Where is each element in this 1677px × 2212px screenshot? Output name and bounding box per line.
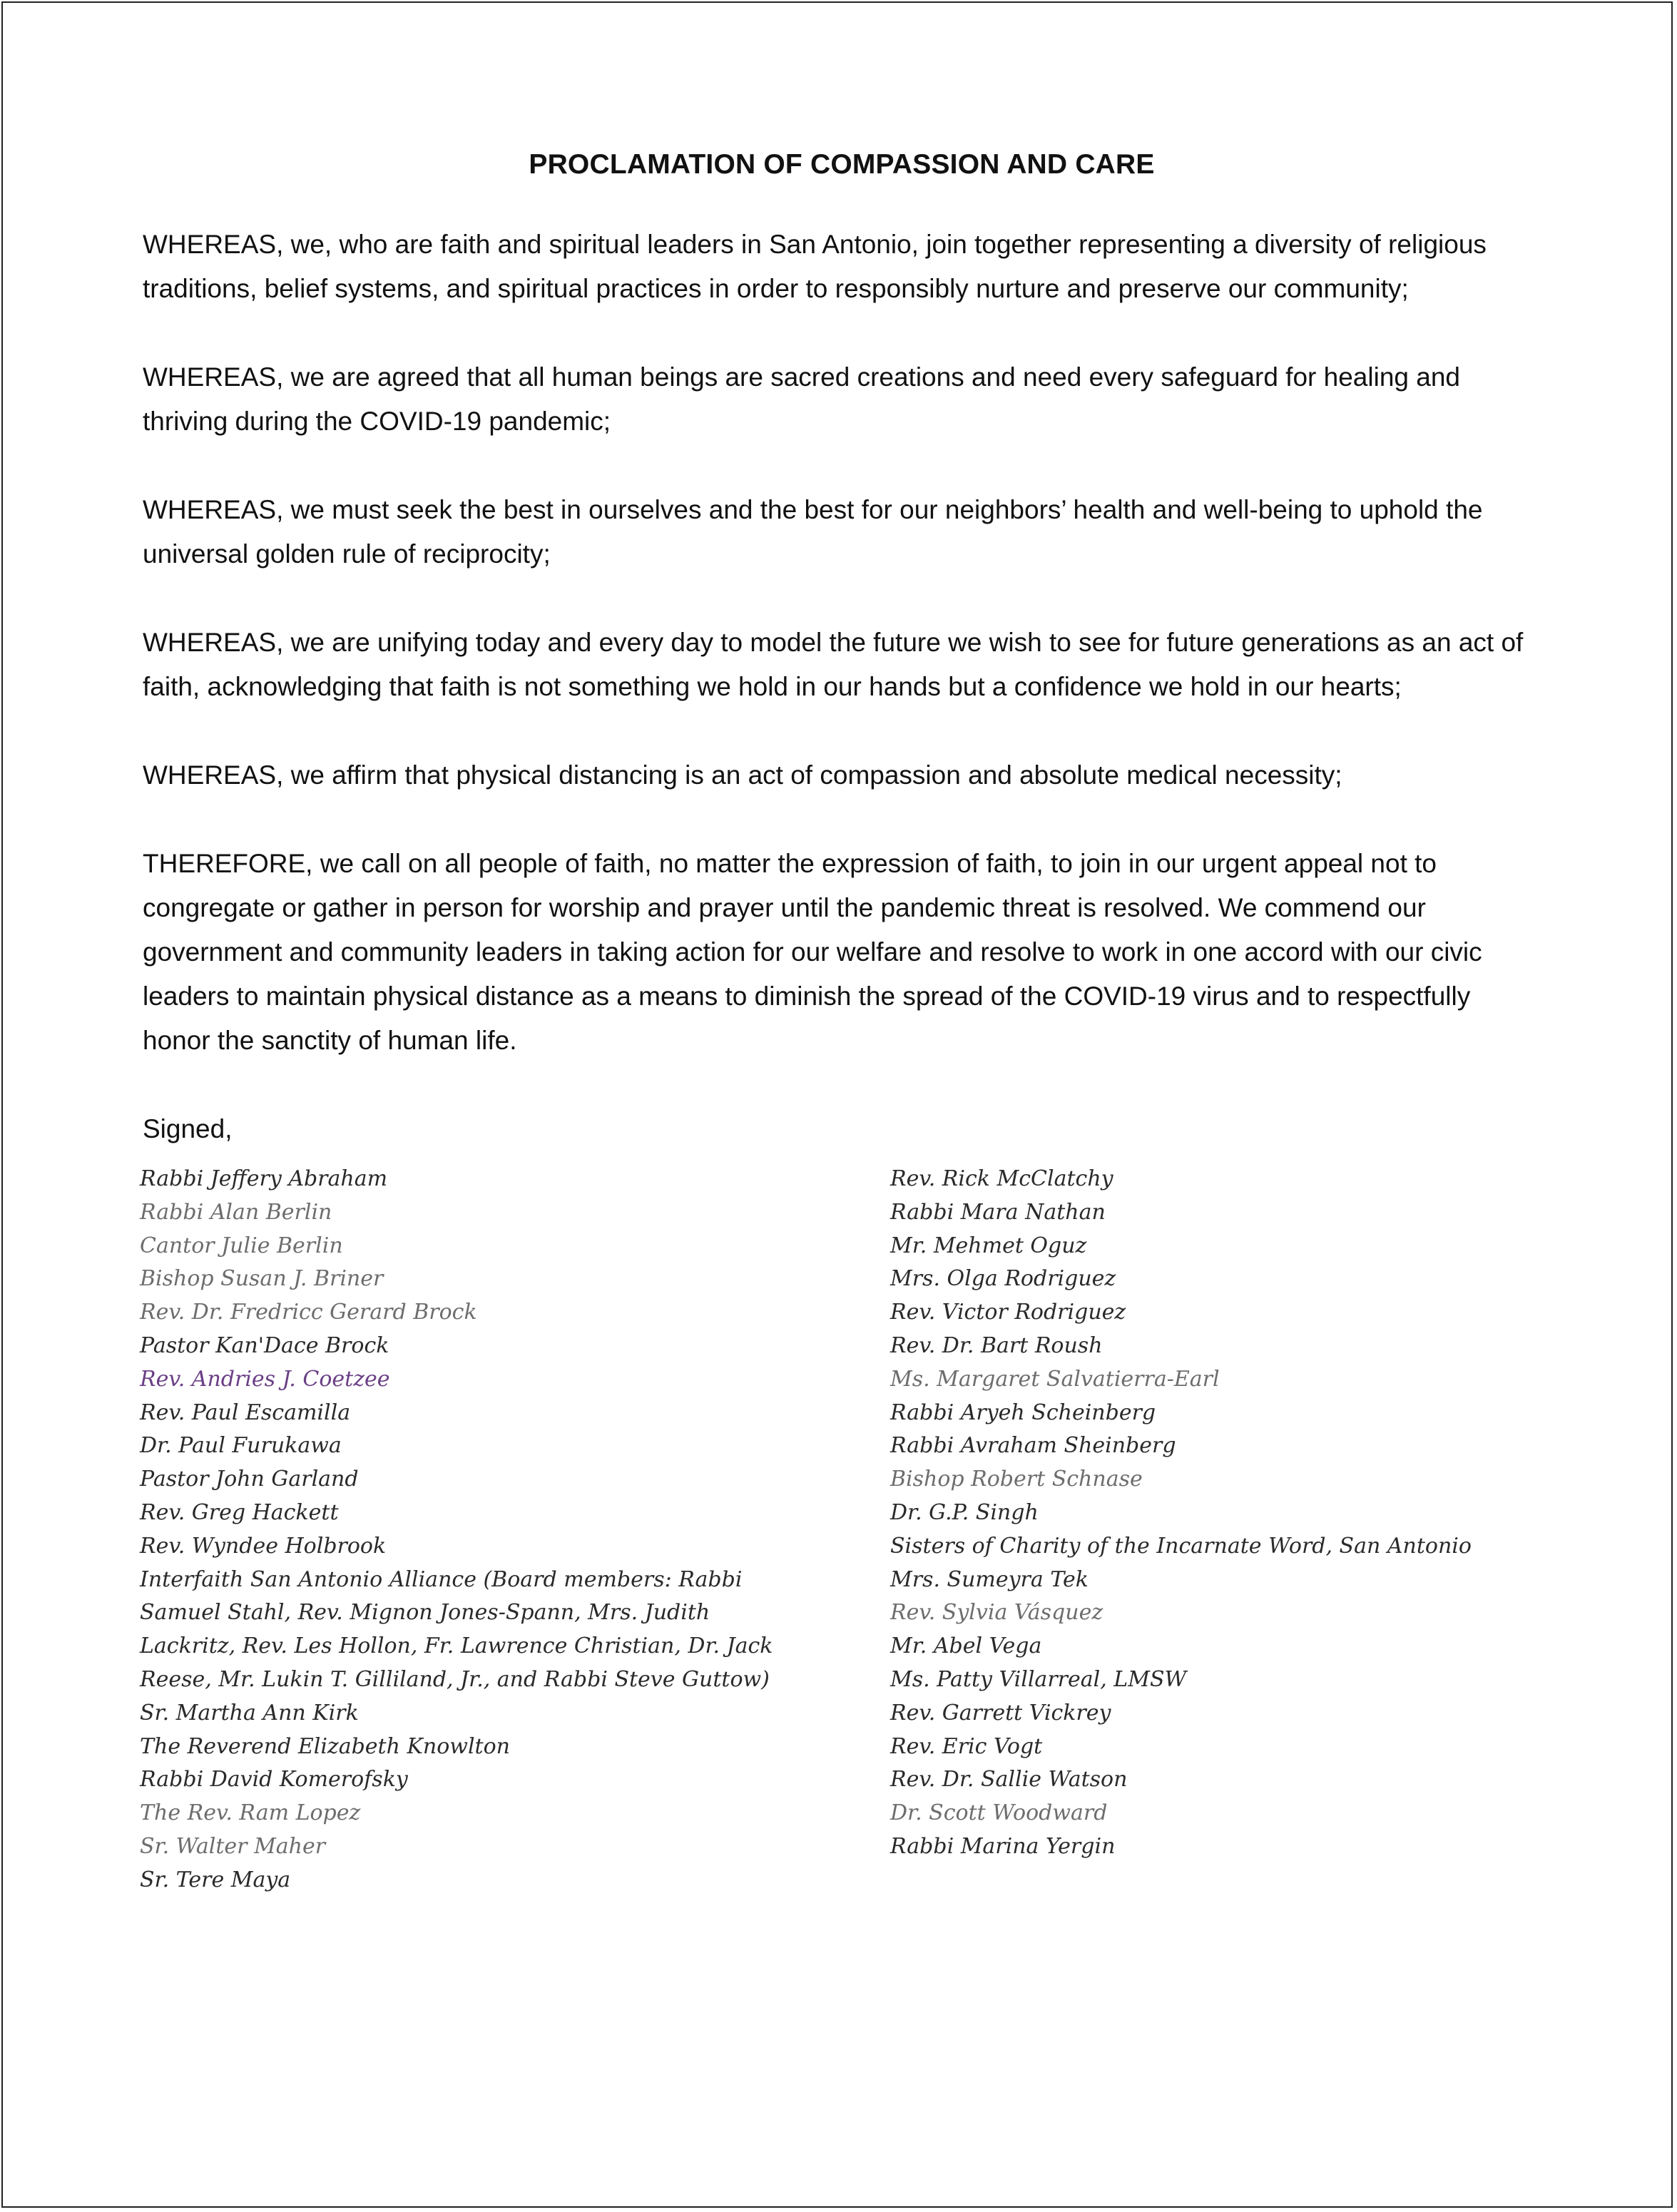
signatory: Sisters of Charity of the Incarnate Word, San Antonio xyxy=(890,1533,1472,1559)
signatory: Pastor John Garland xyxy=(140,1467,359,1492)
signatory: Pastor Kan'Dace Brock xyxy=(140,1332,389,1358)
signatory: Dr. G.P. Singh xyxy=(890,1499,1039,1525)
signatory: Bishop Susan J. Briner xyxy=(140,1266,384,1292)
signatory: Rev. Garrett Vickrey xyxy=(890,1700,1111,1726)
signatory: Ms. Margaret Salvatierra-Earl xyxy=(890,1366,1220,1392)
signatory: The Rev. Ram Lopez xyxy=(140,1800,361,1826)
whereas-paragraph-3: WHEREAS, we must seek the best in ourselves and the best for our neighbors’ health and well-being to uphold the universal golden rule of reciprocity; xyxy=(143,495,1483,569)
therefore-paragraph: THEREFORE, we call on all people of faith, no matter the expression of faith, to join in our urgent appeal not to congregate or gather in person for worship and prayer until the pandemic threat is resolved. We commend our government and community leaders in taking action for our welfare and resolve to work in one accord with our civic leaders to maintain physical distance as a means to diminish the spread of the COVID-19 virus and to respectfully honor the sanctity of human life. xyxy=(143,849,1482,1055)
signed-label: Signed, xyxy=(143,1114,233,1143)
signatory: Rev. Rick McClatchy xyxy=(890,1166,1113,1191)
signatory: Rabbi Aryeh Scheinberg xyxy=(890,1400,1156,1425)
signatory: Rev. Greg Hackett xyxy=(140,1499,339,1525)
whereas-paragraph-5: WHEREAS, we affirm that physical distancing is an act of compassion and absolute medical necessity; xyxy=(143,760,1342,790)
signatory: Dr. Scott Woodward xyxy=(890,1800,1108,1826)
signatory: Rabbi David Komerofsky xyxy=(140,1767,408,1793)
whereas-paragraph-2: WHEREAS, we are agreed that all human beings are sacred creations and need every safeguard for healing and thriving during the COVID-19 pandemic; xyxy=(143,362,1460,436)
signatory: Rev. Eric Vogt xyxy=(890,1733,1043,1759)
signatory: Bishop Robert Schnase xyxy=(890,1467,1143,1492)
signatory: Rev. Andries J. Coetzee xyxy=(140,1366,390,1392)
signatory: Rabbi Avraham Sheinberg xyxy=(890,1433,1176,1459)
signatory: Rev. Victor Rodriguez xyxy=(890,1300,1126,1325)
signatory: Sr. Martha Ann Kirk xyxy=(140,1700,359,1726)
signatory: Cantor Julie Berlin xyxy=(140,1233,343,1258)
signatory: Ms. Patty Villarreal, LMSW xyxy=(890,1666,1187,1692)
signatory: Rev. Sylvia Vásquez xyxy=(890,1600,1103,1626)
signatory: Mrs. Olga Rodriguez xyxy=(890,1266,1116,1292)
signatory: Rev. Dr. Bart Roush xyxy=(890,1332,1103,1358)
signatories-right-column xyxy=(890,1163,1675,1864)
signatory: Rev. Dr. Sallie Watson xyxy=(890,1767,1128,1793)
signatory: Mr. Abel Vega xyxy=(890,1633,1042,1659)
whereas-paragraph-4: WHEREAS, we are unifying today and every day to model the future we wish to see for future generations as an act of faith, acknowledging that faith is not something we hold in our hands but a confidence we hold in our hearts; xyxy=(143,628,1524,701)
document-title: PROCLAMATION OF COMPASSION AND CARE xyxy=(529,149,1155,180)
document-body xyxy=(140,143,1541,1892)
signatory: The Reverend Elizabeth Knowlton xyxy=(140,1733,510,1759)
signatory: Mr. Mehmet Oguz xyxy=(890,1233,1087,1258)
signatory: Rabbi Marina Yergin xyxy=(890,1833,1116,1859)
signatory: Rev. Wyndee Holbrook xyxy=(140,1533,387,1559)
signatory: Rabbi Jeffery Abraham xyxy=(140,1166,388,1191)
signatory: Mrs. Sumeyra Tek xyxy=(890,1566,1089,1592)
signatory: Sr. Tere Maya xyxy=(140,1867,291,1892)
whereas-paragraph-1: WHEREAS, we, who are faith and spiritual leaders in San Antonio, join together representing a diversity of religious traditions, belief systems, and spiritual practices in order to responsibly nurture and preserve our community; xyxy=(143,230,1487,303)
signatory: Rabbi Mara Nathan xyxy=(890,1199,1106,1225)
signatory: Rabbi Alan Berlin xyxy=(140,1199,332,1225)
signatory-group: Interfaith San Antonio Alliance (Board members: Rabbi Samuel Stahl, Rev. Mignon Jones-Spann, Mrs. Judith Lackritz, Rev. Les Hollon, Fr. Lawrence Christian, Dr. Jack Reese, Mr. Lukin T. Gilliland, Jr., and Rabbi Steve Guttow) xyxy=(140,1566,773,1692)
signatory: Rev. Paul Escamilla xyxy=(140,1400,351,1425)
signatories-left-column xyxy=(140,1163,796,1897)
signatory: Sr. Walter Maher xyxy=(140,1833,326,1859)
signatory: Rev. Dr. Fredricc Gerard Brock xyxy=(140,1300,477,1325)
signatory: Dr. Paul Furukawa xyxy=(140,1433,342,1459)
